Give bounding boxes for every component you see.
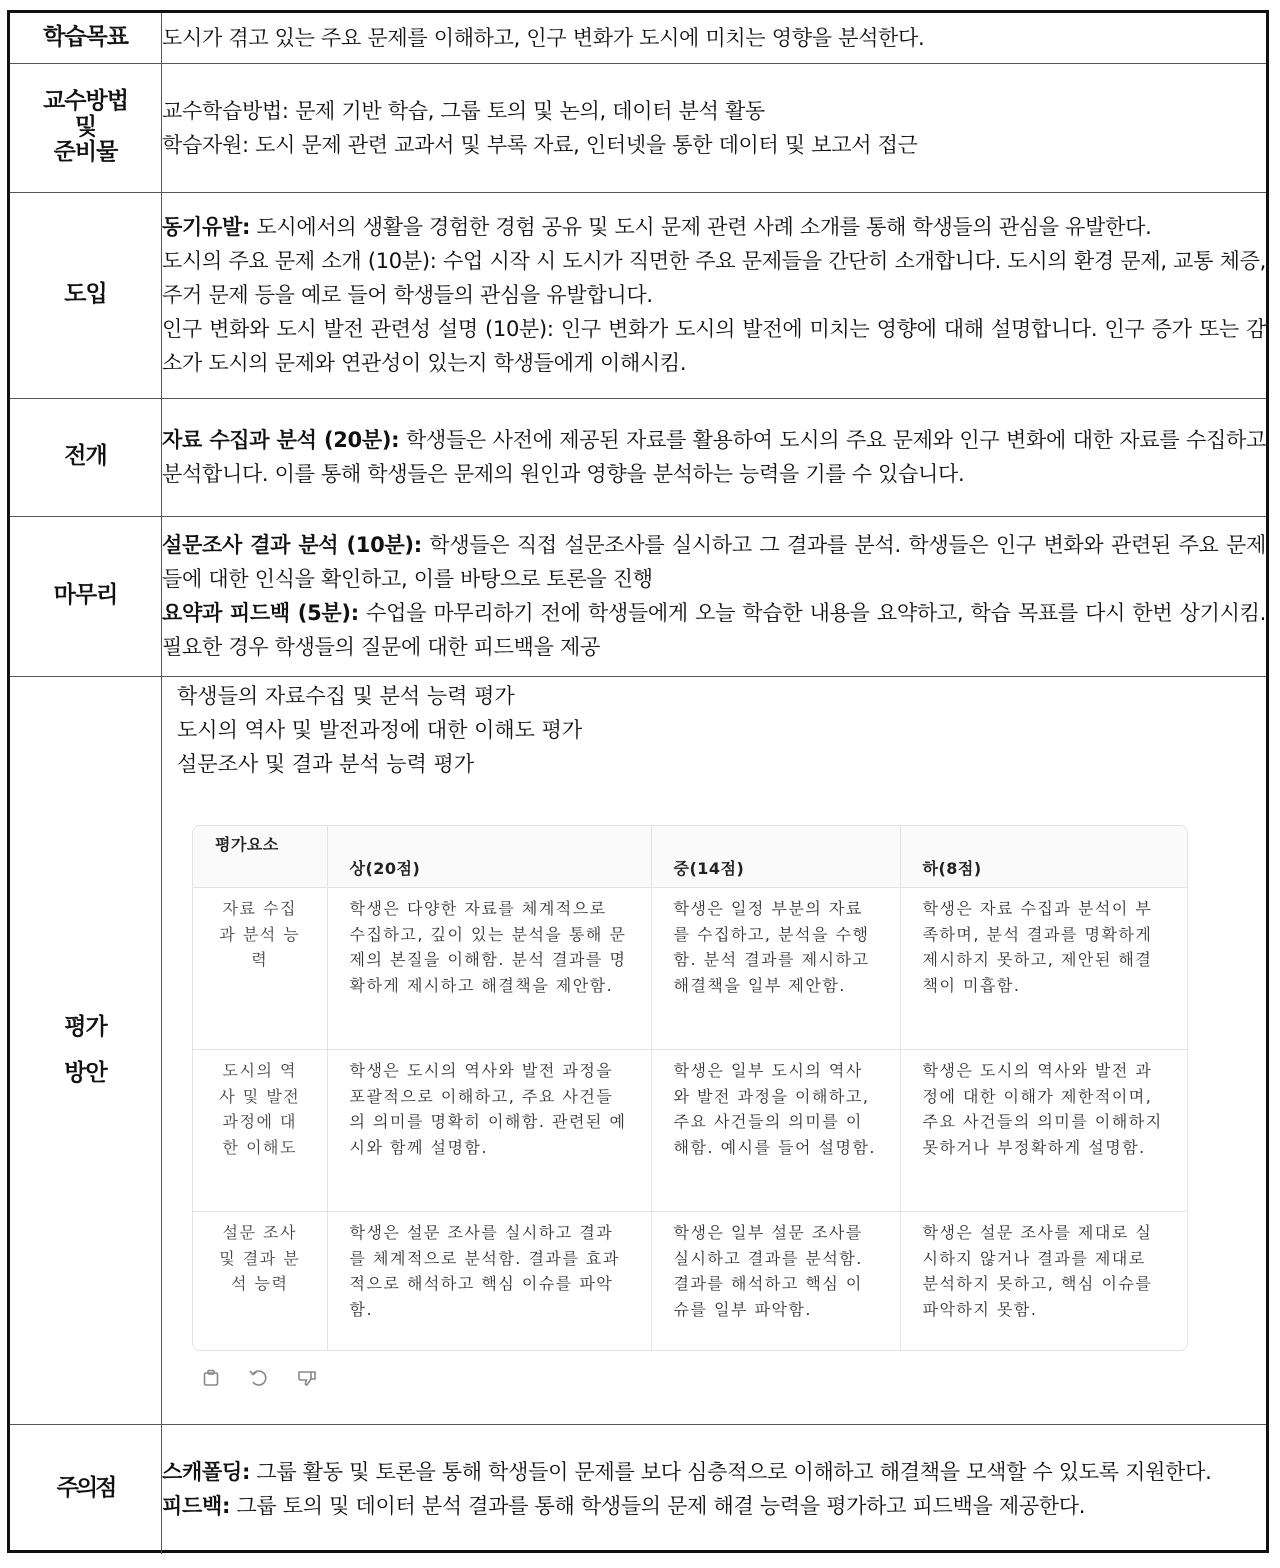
- rubric-table-container: [192, 825, 1188, 1351]
- row-label: [10, 89, 161, 166]
- row-evaluation: [10, 676, 1266, 1424]
- row-methods: [10, 63, 1266, 192]
- closing-content: [162, 516, 1267, 676]
- rubric-row: [193, 1212, 1187, 1350]
- evaluation-content: [162, 676, 1267, 1424]
- objective-content: [162, 13, 1267, 63]
- evaluation-criteria-list: [162, 677, 1266, 781]
- label-line: 준비물: [53, 139, 118, 166]
- item-text: 그룹 토의 및 데이터 분석 결과를 통해 학생들의 문제 해결 능력을 평가하고 피드백을 제공한다.: [230, 1494, 1086, 1519]
- response-actions: [198, 1365, 1266, 1391]
- row-label: 주의점: [56, 1475, 115, 1502]
- resources-line: 학습자원: 도시 문제 관련 교과서 및 부록 자료, 인터넷을 통한 데이터 및 보고서 접근: [162, 132, 918, 157]
- rubric-mid: 학생은 일부 설문 조사를 실시하고 결과를 분석함. 결과를 해석하고 핵심 이슈를 일부 파악함.: [651, 1212, 900, 1350]
- rubric-low: 학생은 설문 조사를 제대로 실시하지 않거나 결과를 제대로 분석하지 못하고, 핵심 이슈를 파악하지 못함.: [900, 1212, 1187, 1350]
- row-label: [10, 1004, 161, 1096]
- header-criterion: 평가요소: [193, 826, 327, 888]
- header-high: 상(20점): [327, 826, 651, 888]
- row-notes: [10, 1424, 1266, 1554]
- row-label: 학습목표: [43, 23, 128, 50]
- intro-item: [162, 312, 1266, 380]
- label-line: 방안: [64, 1060, 107, 1086]
- label-cell: [10, 676, 162, 1424]
- methods-line: 교수학습방법: 문제 기반 학습, 그룹 토의 및 논의, 데이터 분석 활동: [162, 98, 765, 123]
- closing-item: [162, 596, 1266, 664]
- item-text: 수업을 마무리하기 전에 학생들에게 오늘 학습한 내용을 요약하고, 학습 목표를 다시 한번 상기시킴. 필요한 경우 학생들의 질문에 대한 피드백을 제공: [162, 601, 1266, 659]
- label-cell: [10, 13, 162, 63]
- rubric-criterion: 도시의 역사 및 발전 과정에 대한 이해도: [193, 1050, 327, 1212]
- intro-item: [162, 210, 1266, 244]
- criteria-line: 학생들의 자료수집 및 분석 능력 평가: [177, 683, 515, 708]
- development-content: [162, 398, 1267, 516]
- rubric-low: 학생은 도시의 역사와 발전 과정에 대한 이해가 제한적이며, 주요 사건들의 의미를 이해하지 못하거나 부정확하게 설명함.: [900, 1050, 1187, 1212]
- objective-text: 도시가 겪고 있는 주요 문제를 이해하고, 인구 변화가 도시에 미치는 영향을 분석한다.: [162, 25, 925, 50]
- label-line: 교수방법: [43, 87, 128, 114]
- item-title: 동기유발:: [162, 215, 251, 239]
- lesson-plan-grid: [10, 13, 1266, 1554]
- notes-item: [162, 1489, 1266, 1523]
- regenerate-icon[interactable]: [246, 1365, 272, 1391]
- header-mid: 중(14점): [651, 826, 900, 888]
- rubric-header-row: [193, 826, 1187, 888]
- methods-content: [162, 63, 1267, 192]
- intro-item: [162, 244, 1266, 312]
- closing-item: [162, 528, 1266, 596]
- item-text: 인구 변화와 도시 발전 관련성 설명 (10분): 인구 변화가 도시의 발전에 미치는 영향에 대해 설명합니다. 인구 증가 또는 감소가 도시의 문제와 연관성이 있는지 학생들에게 이해시킴.: [162, 317, 1266, 375]
- row-objective: [10, 13, 1266, 63]
- intro-content: [162, 192, 1267, 398]
- development-item: [162, 423, 1266, 491]
- rubric-high: 학생은 도시의 역사와 발전 과정을 포괄적으로 이해하고, 주요 사건들의 의미를 명확히 이해함. 관련된 예시와 함께 설명함.: [327, 1050, 651, 1212]
- item-title: 피드백:: [162, 1494, 231, 1519]
- label-line: 평가: [64, 1014, 107, 1040]
- item-title: 설문조사 결과 분석 (10분):: [162, 533, 422, 557]
- row-label: 마무리: [53, 582, 118, 609]
- item-title: 스캐폴딩:: [162, 1460, 251, 1485]
- label-cell: [10, 63, 162, 192]
- notes-item: [162, 1455, 1266, 1489]
- lesson-plan-table: [7, 10, 1269, 1553]
- item-text: 학생들은 직접 설문조사를 실시하고 그 결과를 분석. 학생들은 인구 변화와 관련된 주요 문제들에 대한 인식을 확인하고, 이를 바탕으로 토론을 진행: [162, 533, 1266, 591]
- label-cell: [10, 516, 162, 676]
- label-cell: [10, 1424, 162, 1554]
- copy-icon[interactable]: [198, 1365, 224, 1391]
- header-low: 하(8점): [900, 826, 1187, 888]
- item-text: 그룹 활동 및 토론을 통해 학생들이 문제를 보다 심층적으로 이해하고 해결책을 모색할 수 있도록 지원한다.: [250, 1460, 1212, 1485]
- notes-content: [162, 1424, 1267, 1554]
- item-text: 학생들은 사전에 제공된 자료를 활용하여 도시의 주요 문제와 인구 변화에 대한 자료를 수집하고 분석합니다. 이를 통해 학생들은 문제의 원인과 영향을 분석하는 능력을 기를 수 있습니다.: [162, 428, 1266, 486]
- rubric-table: [193, 826, 1187, 1350]
- label-cell: [10, 398, 162, 516]
- row-closing: [10, 516, 1266, 676]
- row-development: [10, 398, 1266, 516]
- rubric-row: [193, 888, 1187, 1050]
- rubric-mid: 학생은 일부 도시의 역사와 발전 과정을 이해하고, 주요 사건들의 의미를 이해함. 예시를 들어 설명함.: [651, 1050, 900, 1212]
- rubric-criterion: 설문 조사 및 결과 분석 능력: [193, 1212, 327, 1350]
- row-label: 도입: [64, 281, 107, 308]
- criteria-line: 도시의 역사 및 발전과정에 대한 이해도 평가: [177, 717, 583, 742]
- rubric-mid: 학생은 일정 부분의 자료를 수집하고, 분석을 수행함. 분석 결과를 제시하고 해결책을 일부 제안함.: [651, 888, 900, 1050]
- rubric-row: [193, 1050, 1187, 1212]
- item-title: 자료 수집과 분석 (20분):: [162, 428, 400, 452]
- row-label: 전개: [64, 443, 107, 470]
- row-intro: [10, 192, 1266, 398]
- item-text: 도시에서의 생활을 경험한 경험 공유 및 도시 문제 관련 사례 소개를 통해 학생들의 관심을 유발한다.: [250, 215, 1152, 239]
- thumbs-down-icon[interactable]: [294, 1365, 320, 1391]
- rubric-high: 학생은 설문 조사를 실시하고 결과를 체계적으로 분석함. 결과를 효과적으로 해석하고 핵심 이슈를 파악함.: [327, 1212, 651, 1350]
- rubric-low: 학생은 자료 수집과 분석이 부족하며, 분석 결과를 명확하게 제시하지 못하고, 제안된 해결책이 미흡함.: [900, 888, 1187, 1050]
- item-title: 요약과 피드백 (5분):: [162, 601, 359, 625]
- rubric-high: 학생은 다양한 자료를 체계적으로 수집하고, 깊이 있는 분석을 통해 문제의 본질을 이해함. 분석 결과를 명확하게 제시하고 해결책을 제안함.: [327, 888, 651, 1050]
- label-cell: [10, 192, 162, 398]
- rubric-criterion: 자료 수집과 분석 능력: [193, 888, 327, 1050]
- item-text: 도시의 주요 문제 소개 (10분): 수업 시작 시 도시가 직면한 주요 문제들을 간단히 소개합니다. 도시의 환경 문제, 교통 체증, 주거 문제 등을 예로 들어 학생들의 관심을 유발합니다.: [162, 249, 1266, 307]
- label-line: 및: [74, 113, 97, 140]
- criteria-line: 설문조사 및 결과 분석 능력 평가: [177, 751, 475, 776]
